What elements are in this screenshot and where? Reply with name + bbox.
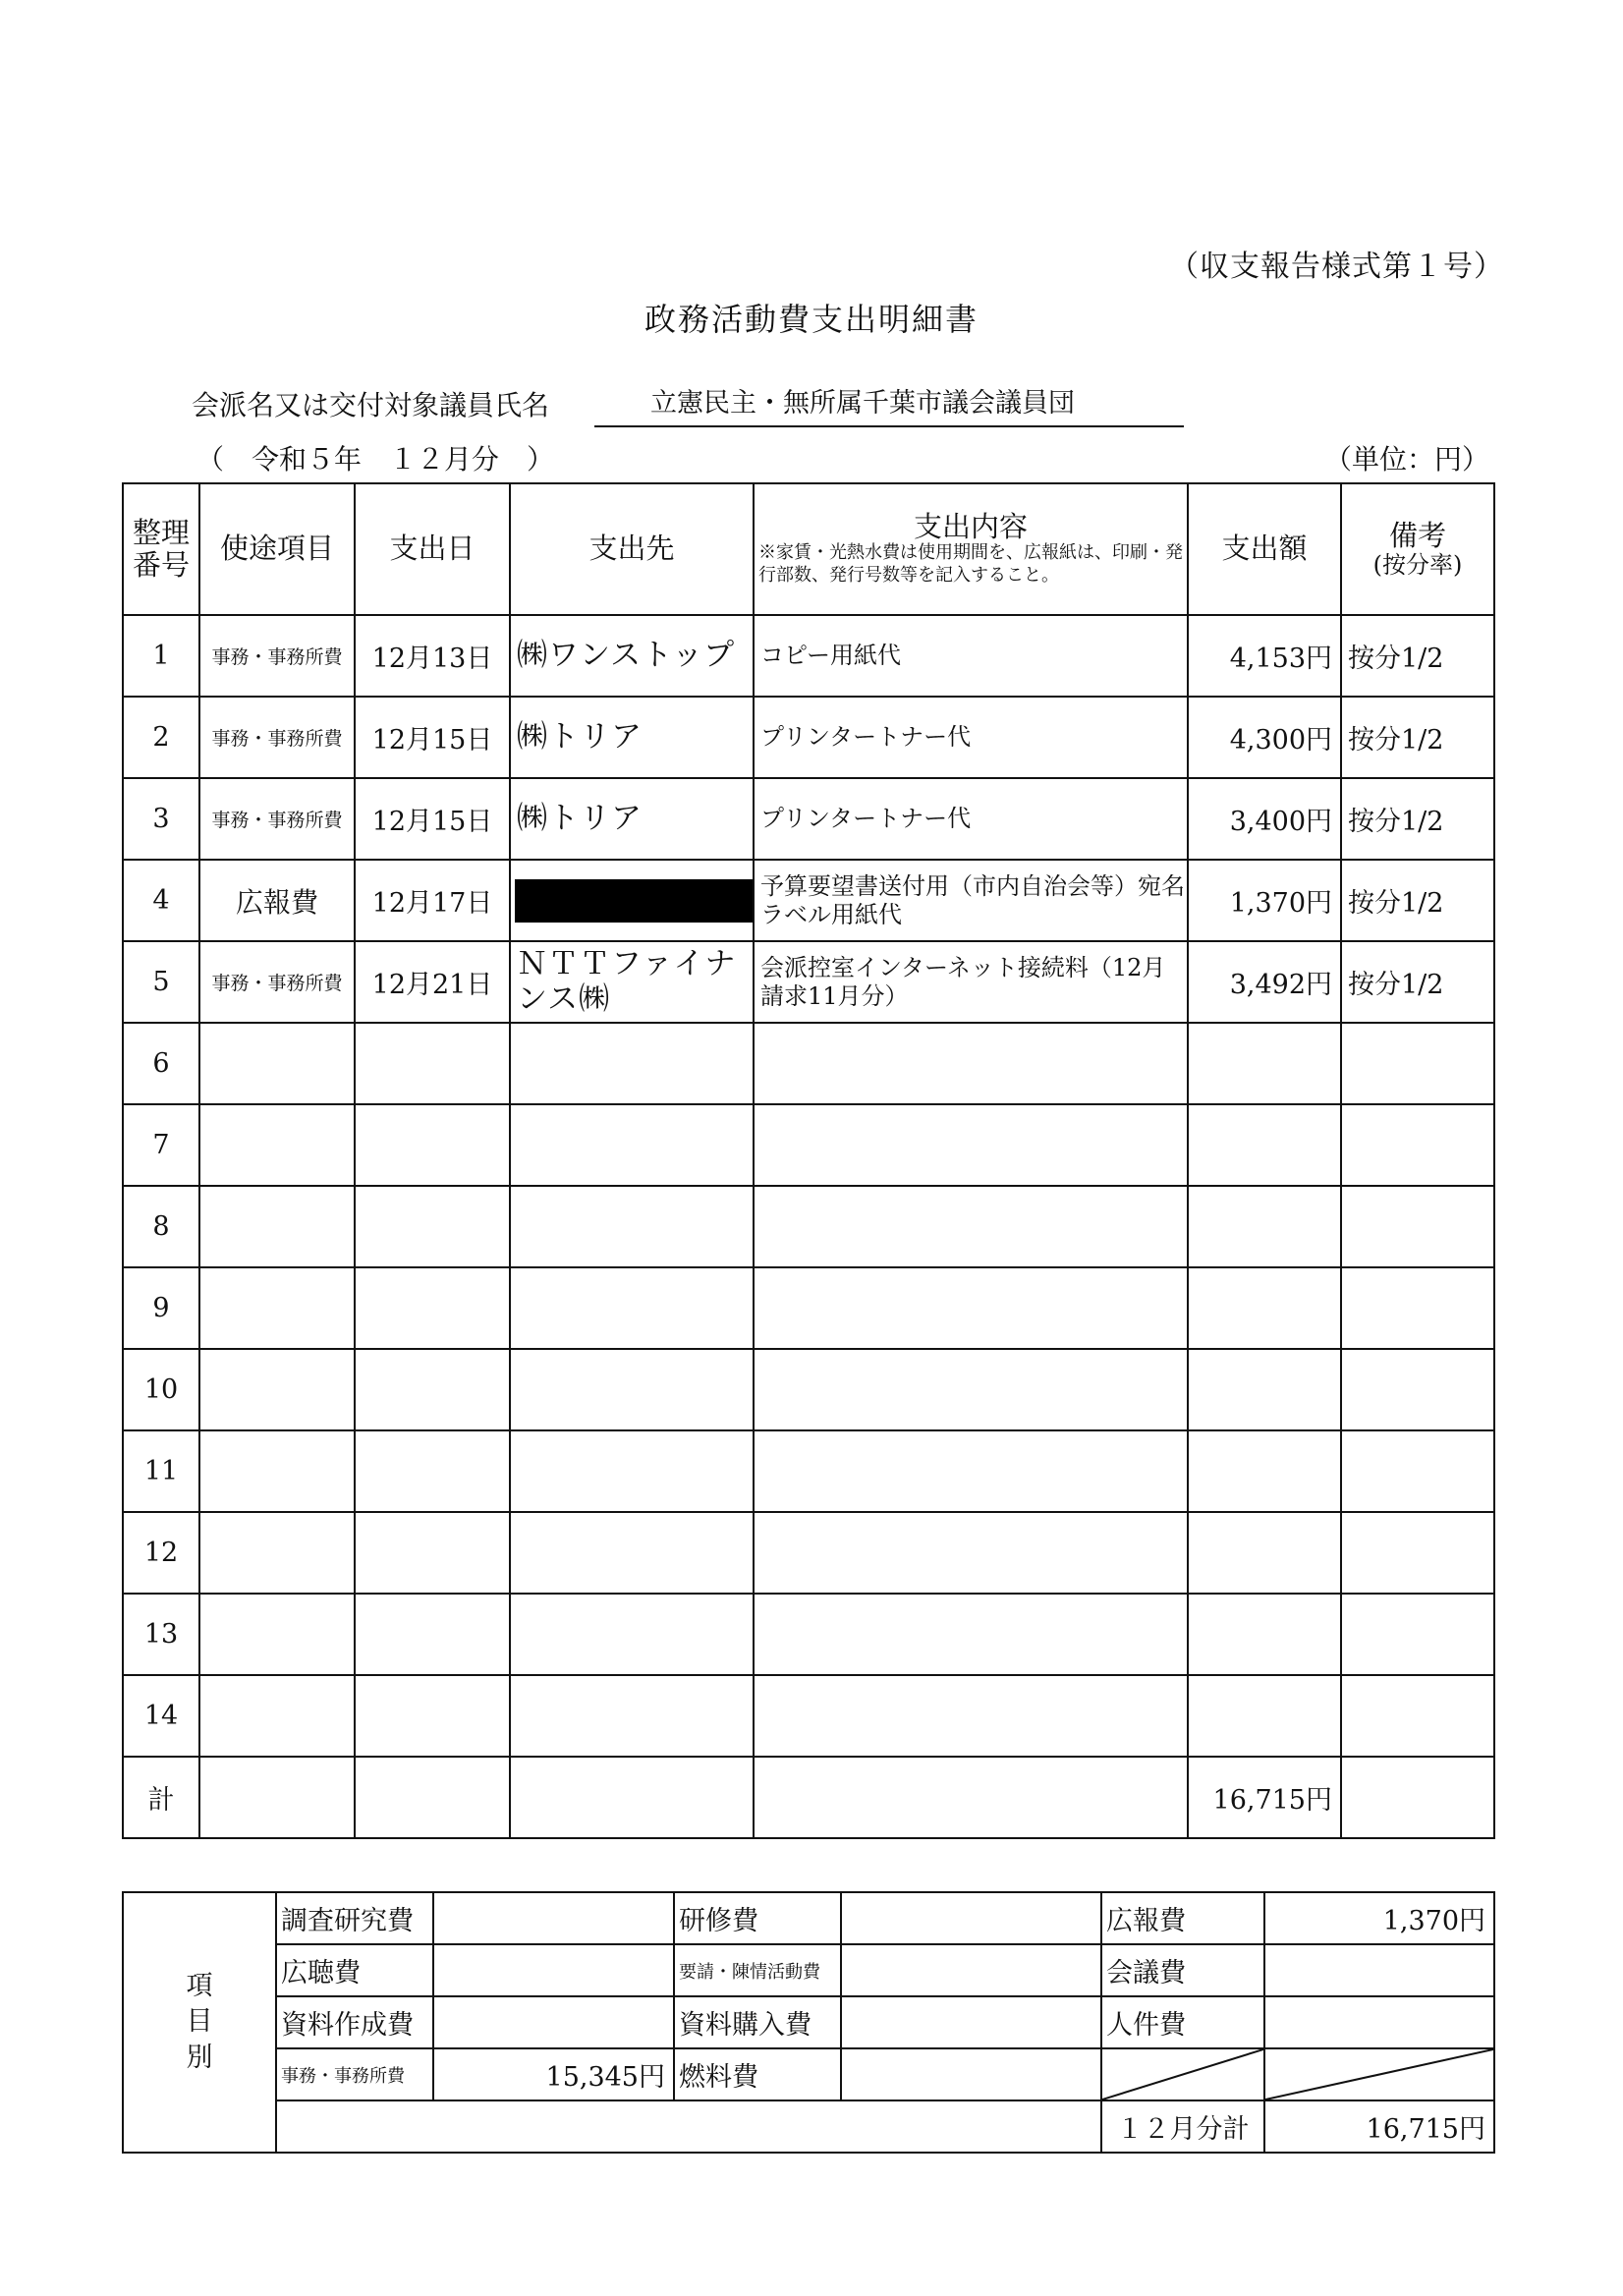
row-payee [510,1267,754,1349]
total-blank [1341,1757,1494,1838]
table-row [123,860,1494,941]
row-date [355,1267,510,1349]
table-row [123,615,1494,697]
month-total-value: 16,715円 [1264,2100,1494,2153]
row-content: プリンタートナー代 [754,778,1188,860]
row-category [199,1594,355,1675]
petition-label: 要請・陳情活動費 [674,1944,841,1996]
category-summary-table [122,1891,1495,2154]
row-payee [510,1023,754,1104]
row-amount [1188,1267,1341,1349]
row-category: 事務・事務所費 [199,615,355,697]
redaction-block [515,879,753,923]
materials-creation-value [433,1996,674,2048]
row-payee: ＮＴＴファイナンス㈱ [510,941,754,1023]
row-payee [510,1430,754,1512]
content-title: 支出内容 [913,509,1028,543]
row-payee [510,1512,754,1594]
row-payee [510,1675,754,1757]
training-label: 研修費 [674,1892,841,1944]
col-header-no: 整理番号 [123,483,199,615]
month-total-label: １２月分計 [1101,2100,1264,2153]
remarks-sub: (按分率) [1372,550,1463,579]
row-remarks [1341,1675,1494,1757]
row-date [355,1104,510,1186]
diagonal-blank-cell [1101,2048,1264,2100]
personnel-label: 人件費 [1101,1996,1264,2048]
col-header-payee: 支出先 [510,483,754,615]
total-blank [355,1757,510,1838]
row-content: 予算要望書送付用（市内自治会等）宛名ラベル用紙代 [754,860,1188,941]
row-category [199,1267,355,1349]
row-amount: 4,153円 [1188,615,1341,697]
materials-purchase-label: 資料購入費 [674,1996,841,2048]
row-payee [510,1594,754,1675]
row-amount [1188,1675,1341,1757]
row-remarks [1341,1512,1494,1594]
row-no: 1 [123,615,199,697]
row-content [754,1267,1188,1349]
row-category [199,1512,355,1594]
row-date [355,1186,510,1267]
petition-value [841,1944,1101,1996]
table-row [123,1349,1494,1430]
row-content [754,1675,1188,1757]
table-row [123,1104,1494,1186]
hearing-label: 広聴費 [276,1944,433,1996]
total-blank [510,1757,754,1838]
diagonal-blank-cell [1264,2048,1494,2100]
materials-purchase-value [841,1996,1101,2048]
row-amount [1188,1512,1341,1594]
row-remarks: 按分1/2 [1341,697,1494,778]
row-remarks [1341,1104,1494,1186]
office-label: 事務・事務所費 [276,2048,433,2100]
row-amount: 4,300円 [1188,697,1341,778]
row-amount: 1,370円 [1188,860,1341,941]
row-no: 6 [123,1023,199,1104]
col-header-amount: 支出額 [1188,483,1341,615]
office-value: 15,345円 [433,2048,674,2100]
table-row [123,778,1494,860]
row-amount [1188,1104,1341,1186]
page-title: 政務活動費支出明細書 [644,301,979,338]
row-date [355,1594,510,1675]
table-row [123,1023,1494,1104]
total-label: 計 [123,1757,199,1838]
materials-creation-label: 資料作成費 [276,1996,433,2048]
row-category [199,1023,355,1104]
research-label: 調査研究費 [276,1892,433,1944]
row-payee [510,1349,754,1430]
row-category: 事務・事務所費 [199,697,355,778]
row-amount [1188,1430,1341,1512]
fuel-value [841,2048,1101,2100]
row-date [355,1349,510,1430]
expense-table [122,482,1495,1839]
row-amount [1188,1594,1341,1675]
meeting-value [1264,1944,1494,1996]
row-content [754,1430,1188,1512]
row-content [754,1023,1188,1104]
row-date: 12月13日 [355,615,510,697]
row-content: プリンタートナー代 [754,697,1188,778]
row-remarks: 按分1/2 [1341,615,1494,697]
row-date: 12月21日 [355,941,510,1023]
form-number: （収支報告様式第１号） [1169,250,1504,284]
row-amount [1188,1186,1341,1267]
row-date: 12月15日 [355,697,510,778]
row-payee: ㈱トリア [510,778,754,860]
table-row [123,1267,1494,1349]
summary-section-label: 項目別 [123,1892,276,2153]
total-blank [754,1757,1188,1838]
remarks-title: 備考 [1388,518,1446,552]
row-category: 事務・事務所費 [199,778,355,860]
row-remarks [1341,1594,1494,1675]
total-amount: 16,715円 [1188,1757,1341,1838]
row-date [355,1023,510,1104]
total-row [123,1757,1494,1838]
row-date: 12月17日 [355,860,510,941]
row-category [199,1104,355,1186]
table-row [123,1430,1494,1512]
row-content [754,1349,1188,1430]
row-amount: 3,492円 [1188,941,1341,1023]
col-header-remarks [1341,483,1494,615]
row-no: 3 [123,778,199,860]
publicity-label: 広報費 [1101,1892,1264,1944]
row-category [199,1675,355,1757]
table-row [123,1186,1494,1267]
row-no: 5 [123,941,199,1023]
col-header-date: 支出日 [355,483,510,615]
row-no: 13 [123,1594,199,1675]
row-remarks [1341,1349,1494,1430]
col-header-content [754,483,1188,615]
row-content: 会派控室インターネット接続料（12月請求11月分） [754,941,1188,1023]
content-note: ※家賃・光熱水費は使用期間を、広報紙は、印刷・発行部数、発行号数等を記入すること。 [758,542,1183,586]
party-name: 立憲民主・無所属千葉市議会議員団 [594,381,1184,427]
row-no: 4 [123,860,199,941]
col-header-category: 使途項目 [199,483,355,615]
row-no: 12 [123,1512,199,1594]
total-blank [199,1757,355,1838]
row-remarks [1341,1186,1494,1267]
row-no: 7 [123,1104,199,1186]
row-date [355,1675,510,1757]
row-category [199,1186,355,1267]
row-amount [1188,1349,1341,1430]
research-value [433,1892,674,1944]
row-content [754,1104,1188,1186]
table-row [123,941,1494,1023]
row-no: 11 [123,1430,199,1512]
row-category: 広報費 [199,860,355,941]
row-remarks: 按分1/2 [1341,778,1494,860]
row-no: 14 [123,1675,199,1757]
row-content [754,1512,1188,1594]
report-period: （ 令和５年 １２月分 ） [196,443,555,476]
row-remarks: 按分1/2 [1341,941,1494,1023]
row-no: 9 [123,1267,199,1349]
row-payee [510,1186,754,1267]
table-row [123,1512,1494,1594]
row-content: コピー用紙代 [754,615,1188,697]
meeting-label: 会議費 [1101,1944,1264,1996]
row-remarks [1341,1023,1494,1104]
row-date [355,1512,510,1594]
summary-blank-area [276,2100,1101,2153]
row-no: 2 [123,697,199,778]
row-content [754,1594,1188,1675]
row-payee [510,1104,754,1186]
row-category [199,1349,355,1430]
row-date [355,1430,510,1512]
row-remarks: 按分1/2 [1341,860,1494,941]
hearing-value [433,1944,674,1996]
table-row [123,1594,1494,1675]
row-date: 12月15日 [355,778,510,860]
publicity-value: 1,370円 [1264,1892,1494,1944]
row-category [199,1430,355,1512]
table-row [123,1675,1494,1757]
unit-label: （単位：円） [1324,443,1490,476]
table-row [123,697,1494,778]
row-no: 8 [123,1186,199,1267]
row-payee [510,860,754,941]
party-label: 会派名又は交付対象議員氏名 [192,389,550,421]
row-no: 10 [123,1349,199,1430]
row-remarks [1341,1430,1494,1512]
personnel-value [1264,1996,1494,2048]
training-value [841,1892,1101,1944]
fuel-label: 燃料費 [674,2048,841,2100]
row-content [754,1186,1188,1267]
row-amount [1188,1023,1341,1104]
row-payee: ㈱ワンストップ [510,615,754,697]
row-payee: ㈱トリア [510,697,754,778]
row-remarks [1341,1267,1494,1349]
row-amount: 3,400円 [1188,778,1341,860]
row-category: 事務・事務所費 [199,941,355,1023]
